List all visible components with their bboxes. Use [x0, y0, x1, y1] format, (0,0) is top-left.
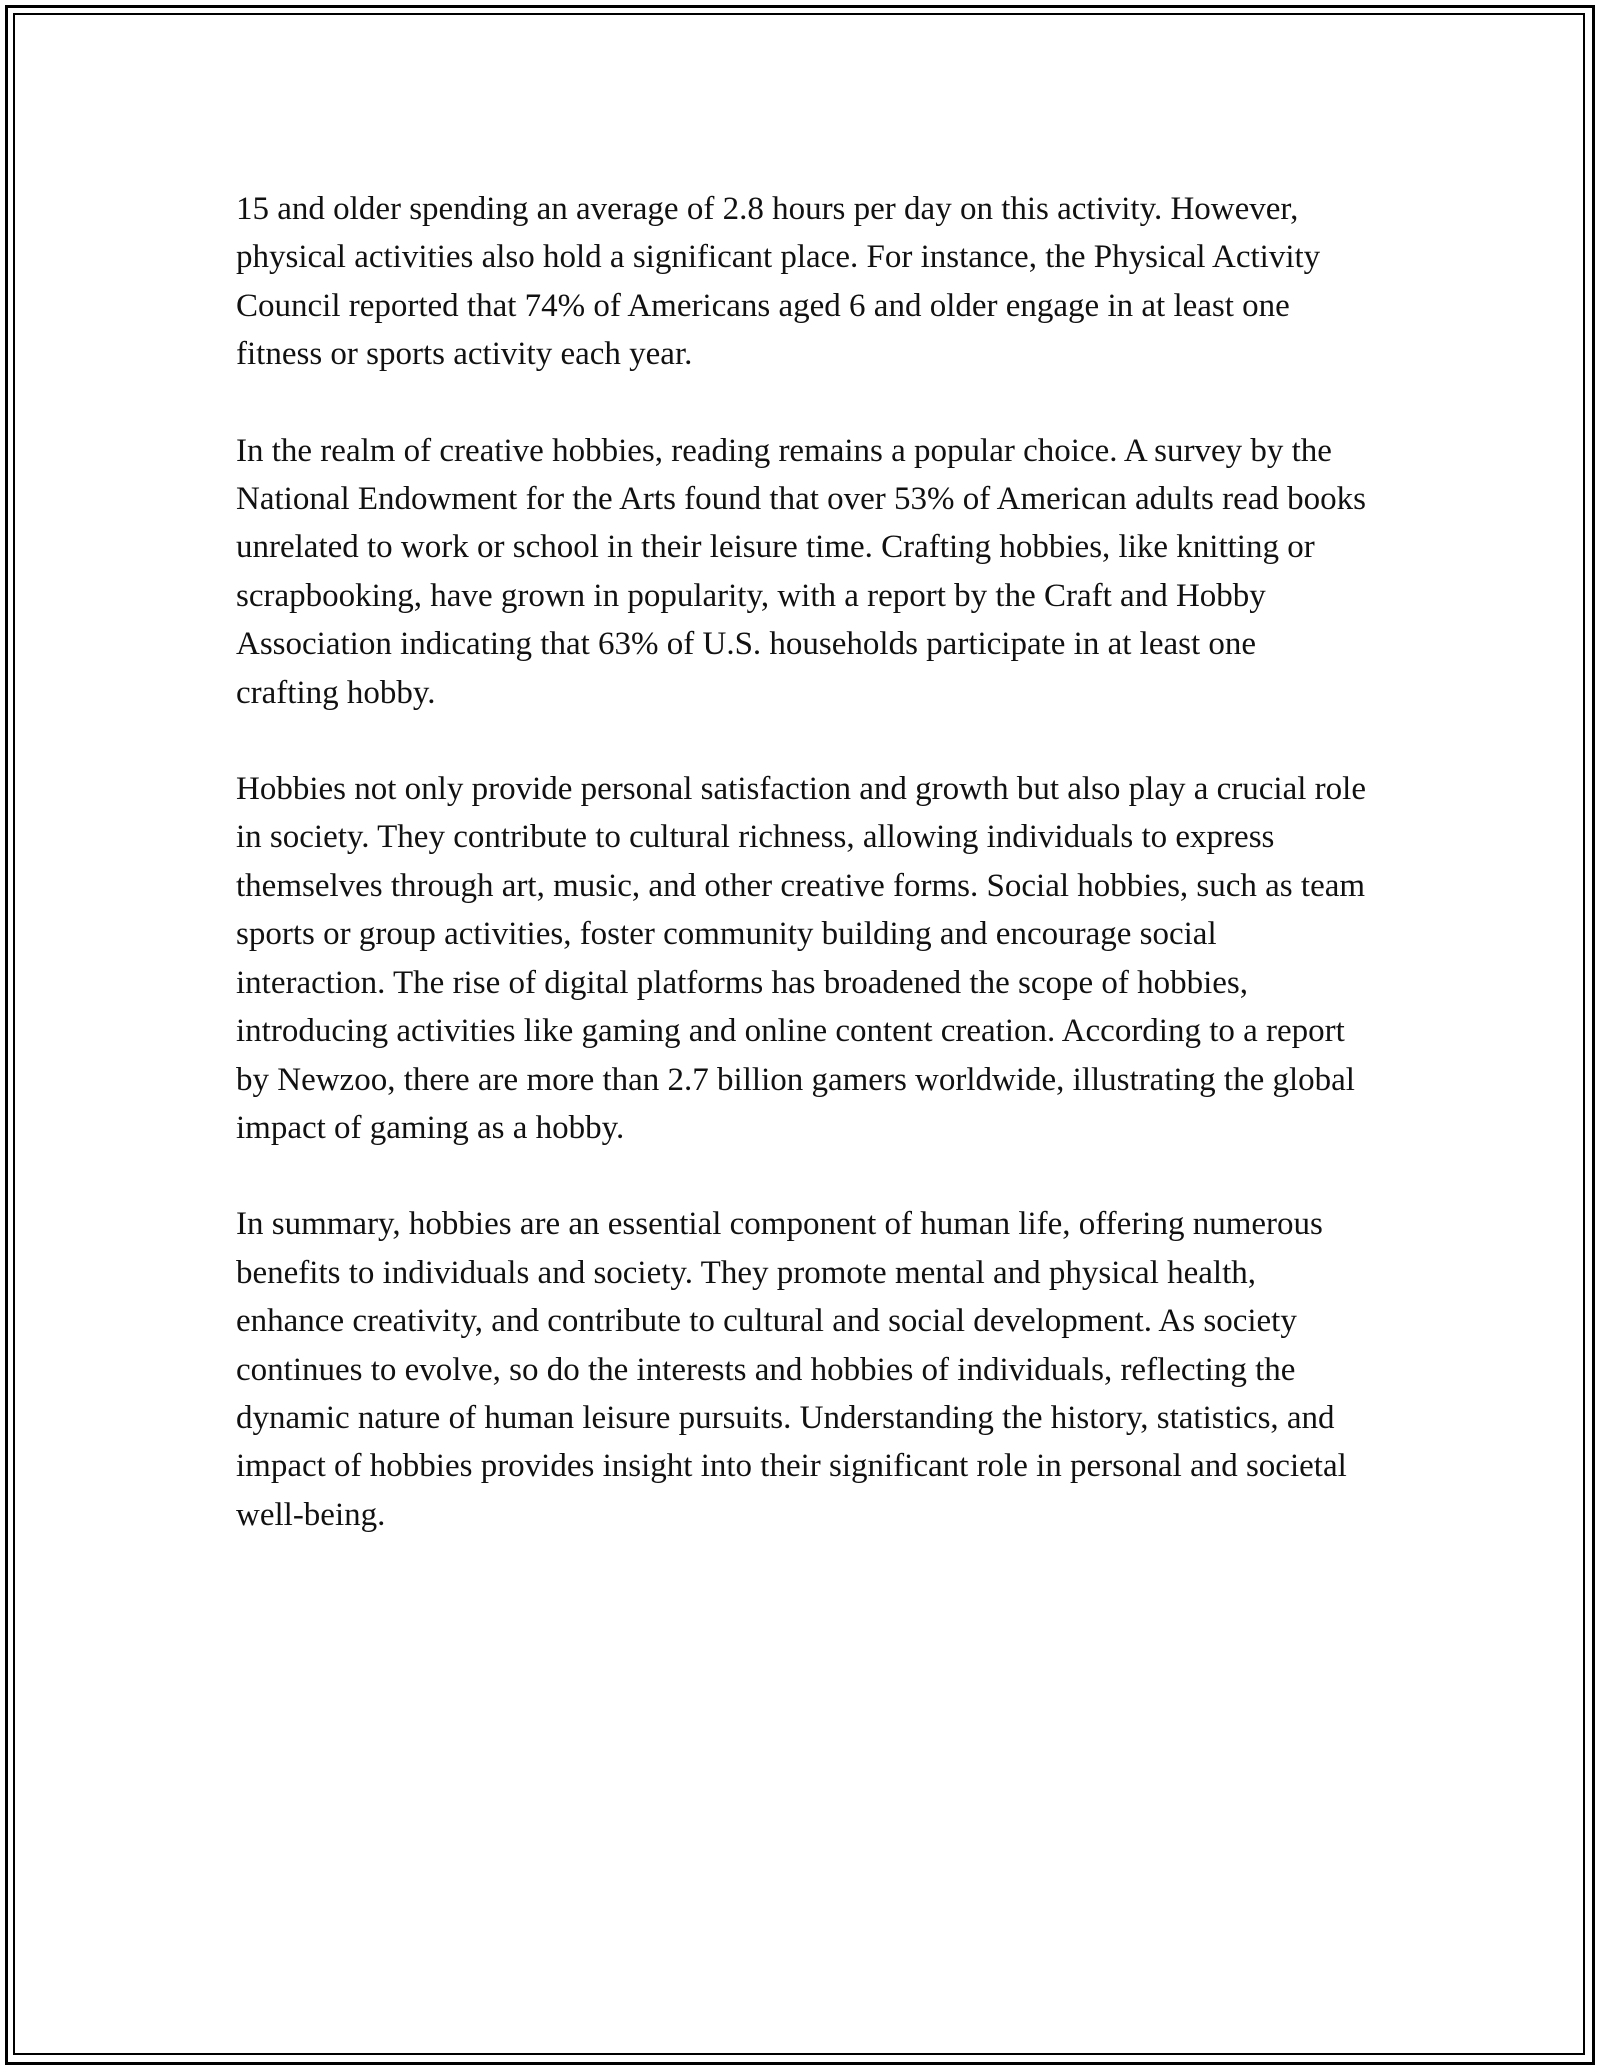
paragraph-role-in-society: Hobbies not only provide personal satisfaction and growth but also play a crucial role in society. They contribute to cultural richness, allowing individuals to express themselves through art, music, and other creative forms. Social hobbies, such as team sports or group activities, foster community building and encourage social interaction. The rise of digital platforms has broadened the scope of hobbies, introducing activities like gaming and online content creation. According to a report by Newzoo, there are more than 2.7 billion gamers worldwide, illustrating the global impact of gaming as a hobby. — [236, 771, 1366, 1146]
paragraph-summary: In summary, hobbies are an essential component of human life, offering numerous benefits to individuals and society. They promote mental and physical health, enhance creativity, and contribute to cultural and social development. As society continues to evolve, so do the interests and hobbies of individuals, reflecting the dynamic nature of human leisure pursuits. Understanding the history, statistics, and impact of hobbies provides insight into their significant role in personal and societal well-being. — [236, 1206, 1347, 1533]
document-body — [236, 185, 1366, 1587]
paragraph-physical-activities: 15 and older spending an average of 2.8 hours per day on this activity. However, physical activities also hold a significant place. For instance, the Physical Activity Council reported that 74% of Americans aged 6 and older engage in at least one fitness or sports activity each year. — [236, 191, 1321, 373]
paragraph-creative-hobbies: In the realm of creative hobbies, reading remains a popular choice. A survey by the National Endowment for the Arts found that over 53% of American adults read books unrelated to work or school in their leisure time. Crafting hobbies, like knitting or scrapbooking, have grown in popularity, with a report by the Craft and Hobby Association indicating that 63% of U.S. households participate in at least one crafting hobby. — [236, 432, 1366, 711]
